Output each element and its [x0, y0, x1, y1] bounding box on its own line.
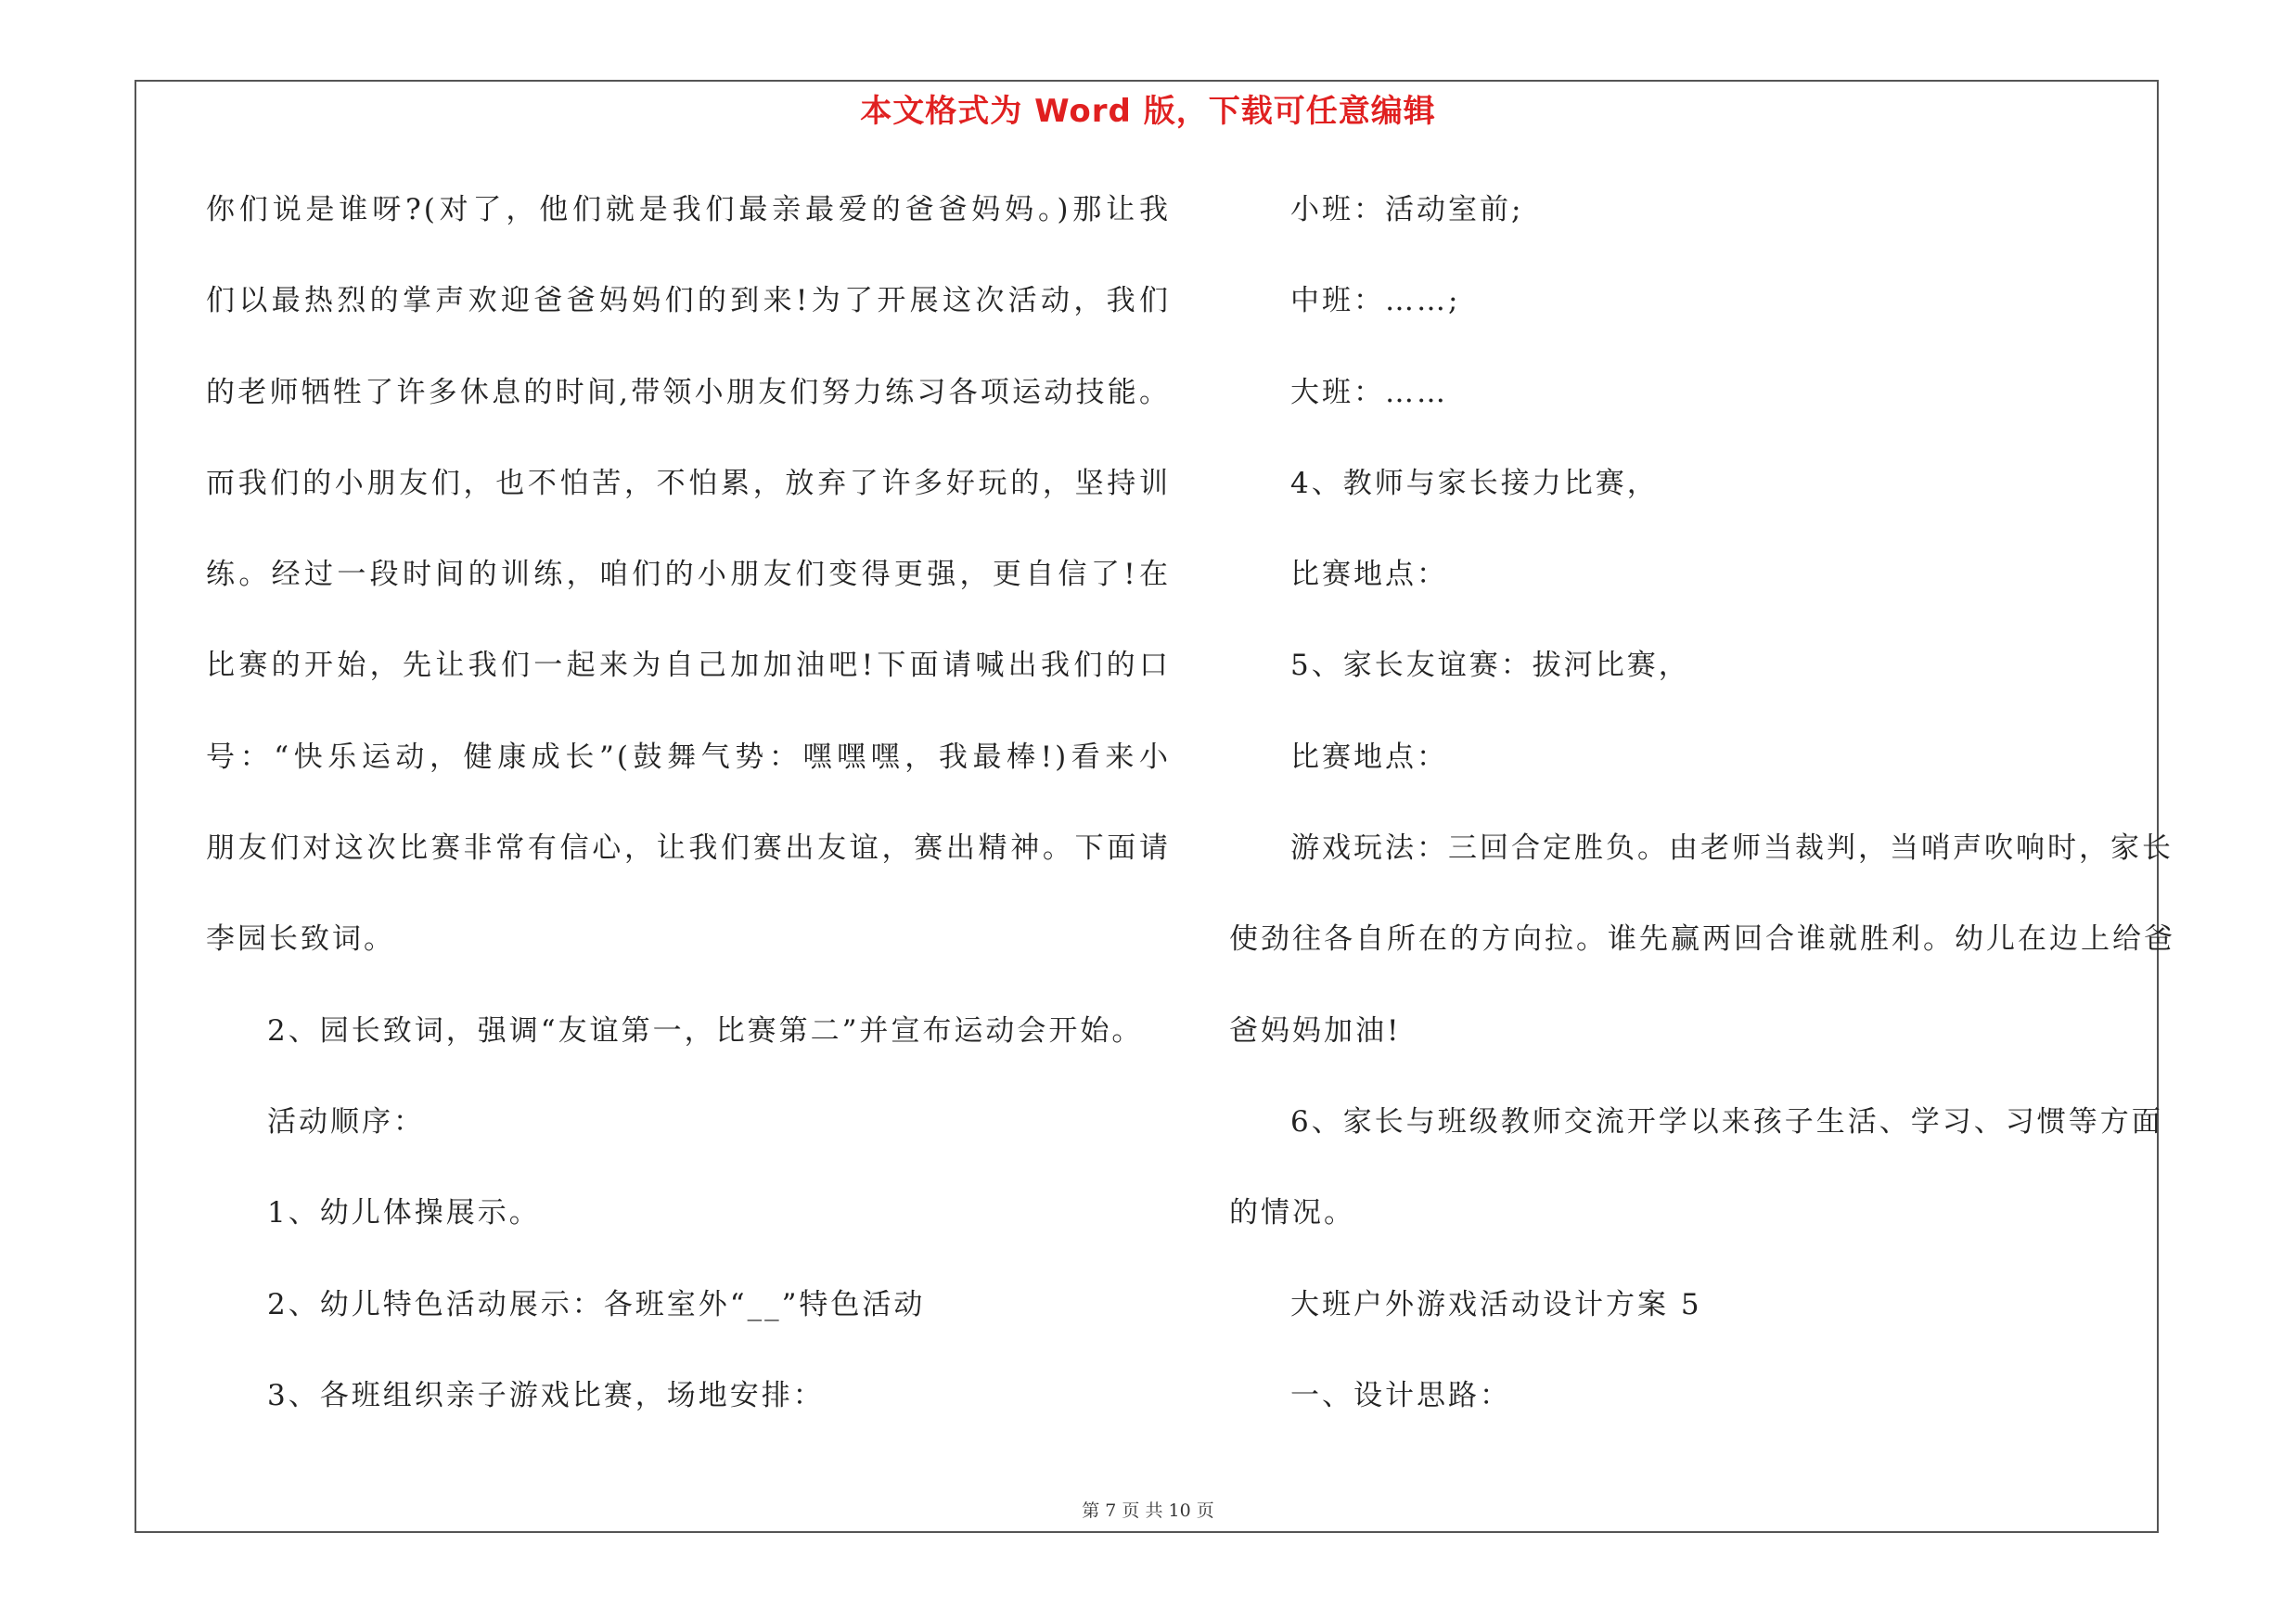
paragraph-line: 2、幼儿特色活动展示：各班室外“__”特色活动 [267, 1287, 926, 1321]
paragraph-line: 中班：……; [1290, 284, 1461, 318]
paragraph-line: 李园长致词。 [206, 922, 395, 957]
paragraph-line: 比赛地点： [1290, 558, 1448, 592]
paragraph-line: 大班户外游戏活动设计方案 5 [1290, 1287, 1702, 1321]
paragraph-line: 朋友们对这次比赛非常有信心，让我们赛出友谊，赛出精神。下面请 [206, 831, 1171, 866]
paragraph-line: 一、设计思路： [1290, 1378, 1511, 1412]
paragraph-line: 游戏玩法：三回合定胜负。由老师当裁判，当哨声吹响时，家长 [1290, 831, 2174, 866]
paragraph-line: 比赛地点： [1290, 740, 1448, 774]
paragraph-line: 6、家长与班级教师交流开学以来孩子生活、学习、习惯等方面 [1290, 1104, 2163, 1139]
paragraph-line: 你们说是谁呀?(对了，他们就是我们最亲最爱的爸爸妈妈。)那让我 [206, 193, 1171, 226]
left-column [206, 182, 1171, 1459]
paragraph-line: 们以最热烈的掌声欢迎爸爸妈妈们的到来!为了开展这次活动，我们 [206, 284, 1171, 318]
paragraph-line: 3、各班组织亲子游戏比赛，场地安排： [267, 1378, 825, 1412]
paragraph-line: 活动顺序： [267, 1104, 425, 1139]
paragraph-line: 小班：活动室前; [1290, 193, 1524, 226]
paragraph-line: 练。经过一段时间的训练，咱们的小朋友们变得更强，更自信了!在 [206, 558, 1171, 592]
paragraph-line: 号：“快乐运动，健康成长”(鼓舞气势：嘿嘿嘿，我最棒!)看来小 [206, 740, 1171, 774]
right-column [1229, 182, 2175, 1459]
paragraph-line: 的老师牺牲了许多休息的时间,带领小朋友们努力练习各项运动技能。 [206, 375, 1171, 409]
paragraph-line: 5、家长友谊赛：拔河比赛， [1290, 649, 1690, 683]
paragraph-line: 大班：…… [1290, 375, 1448, 409]
page-footer: 第 7 页 共 10 页 [1082, 1501, 1214, 1521]
paragraph-line: 比赛的开始，先让我们一起来为自己加加油吧!下面请喊出我们的口 [206, 649, 1171, 683]
paragraph-line: 而我们的小朋友们，也不怕苦，不怕累，放弃了许多好玩的，坚持训 [206, 466, 1171, 500]
paragraph-line: 爸妈妈加油! [1229, 1013, 1402, 1048]
paragraph-line: 4、教师与家长接力比赛， [1290, 466, 1659, 500]
paragraph-line: 2、园长致词，强调“友谊第一，比赛第二”并宣布运动会开始。 [267, 1013, 1144, 1048]
format-banner: 本文格式为 Word 版，下载可任意编辑 [860, 93, 1436, 130]
paragraph-line: 的情况。 [1229, 1196, 1355, 1230]
paragraph-line: 使劲往各自所在的方向拉。谁先赢两回合谁就胜利。幼儿在边上给爸 [1229, 922, 2175, 957]
paragraph-line: 1、幼儿体操展示。 [267, 1196, 541, 1230]
